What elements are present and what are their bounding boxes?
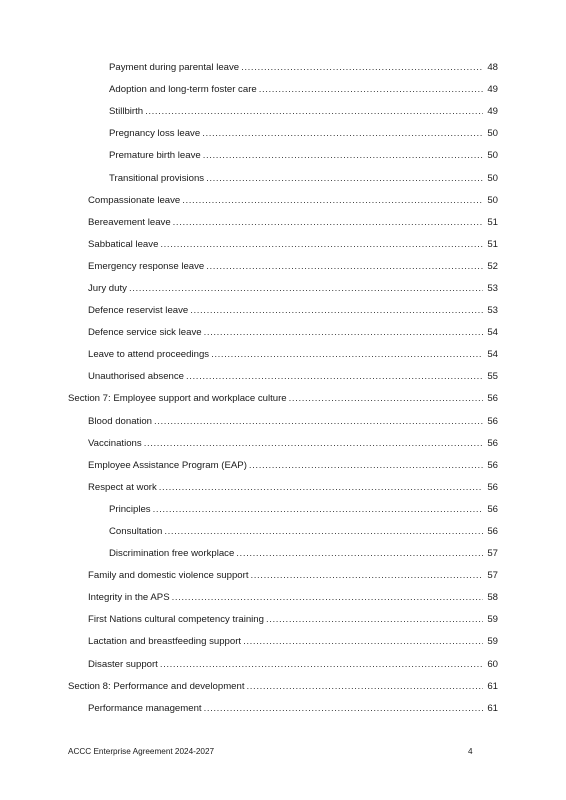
table-of-contents [0,57,566,720]
toc-dot-leader [266,614,483,626]
toc-entry[interactable] [0,278,566,300]
toc-entry-page-number: 56 [487,503,498,515]
toc-entry-page-number: 51 [487,238,498,250]
toc-entry-title: Section 8: Performance and development [68,680,245,692]
toc-dot-leader [241,62,483,74]
toc-entry-page-number: 61 [487,680,498,692]
toc-dot-leader [182,195,483,207]
toc-entry-title: Employee Assistance Program (EAP) [88,459,247,471]
toc-entry-title: Defence service sick leave [88,327,202,339]
toc-entry[interactable] [0,234,566,256]
toc-entry-page-number: 56 [487,459,498,471]
toc-entry[interactable] [0,101,566,123]
toc-entry[interactable] [0,366,566,388]
toc-entry-page-number: 54 [487,349,498,361]
toc-dot-leader [159,482,483,494]
toc-entry-page-number: 59 [487,614,498,626]
toc-entry-title: Leave to attend proceedings [88,349,210,361]
toc-entry-page-number: 56 [487,481,498,493]
toc-entry[interactable] [0,190,566,212]
toc-entry-title: Adoption and long-term foster care [109,84,257,96]
toc-dot-leader [202,128,483,140]
toc-entry-title: Bereavement leave [88,216,171,228]
toc-entry-page-number: 59 [487,636,498,648]
footer-document-title: ACCC Enterprise Agreement 2024-2027 [68,747,215,756]
toc-dot-leader [154,416,483,428]
toc-entry-page-number: 49 [487,106,498,118]
toc-entry-page-number: 57 [487,570,498,582]
toc-entry-page-number: 48 [487,62,498,74]
toc-dot-leader [243,636,483,648]
toc-entry[interactable] [0,698,566,720]
toc-entry[interactable] [0,676,566,698]
toc-entry-page-number: 53 [487,305,498,317]
toc-dot-leader [206,173,483,185]
toc-entry-title: Pregnancy loss leave [109,128,201,140]
toc-entry[interactable] [0,609,566,631]
toc-entry-title: Stillbirth [109,106,144,118]
toc-entry-title: Transitional provisions [109,172,205,184]
toc-entry-page-number: 56 [487,393,498,405]
toc-entry-title: Defence reservist leave [88,305,189,317]
toc-entry-page-number: 51 [487,216,498,228]
toc-entry[interactable] [0,212,566,234]
toc-entry-title: Discrimination free workplace [109,548,235,560]
toc-entry-page-number: 53 [487,282,498,294]
toc-dot-leader [249,460,483,472]
toc-entry-page-number: 56 [487,415,498,427]
toc-entry-title: Premature birth leave [109,150,201,162]
toc-dot-leader [160,659,483,671]
toc-dot-leader [204,327,483,339]
footer-page-number: 4 [468,747,473,756]
toc-entry-page-number: 55 [487,371,498,383]
toc-entry-title: Integrity in the APS [88,592,170,604]
toc-dot-leader [186,371,483,383]
toc-dot-leader [145,106,483,118]
toc-dot-leader [164,526,483,538]
toc-entry[interactable] [0,499,566,521]
toc-entry[interactable] [0,477,566,499]
toc-entry-title: Respect at work [88,481,157,493]
toc-entry[interactable] [0,344,566,366]
toc-entry-title: Section 7: Employee support and workplace culture [68,393,287,405]
toc-entry-title: Blood donation [88,415,153,427]
toc-entry-title: Emergency response leave [88,260,205,272]
toc-entry-page-number: 57 [487,548,498,560]
toc-dot-leader [160,239,483,251]
toc-entry-page-number: 56 [487,526,498,538]
toc-entry-page-number: 49 [487,84,498,96]
toc-entry[interactable] [0,411,566,433]
toc-entry[interactable] [0,167,566,189]
toc-entry-title: Vaccinations [88,437,142,449]
toc-dot-leader [211,349,483,361]
toc-entry-title: Principles [109,503,151,515]
toc-entry-title: Consultation [109,526,163,538]
toc-dot-leader [173,217,483,229]
toc-entry-page-number: 50 [487,194,498,206]
toc-entry-title: Performance management [88,702,202,714]
toc-entry[interactable] [0,388,566,410]
toc-entry[interactable] [0,300,566,322]
toc-entry[interactable] [0,145,566,167]
toc-entry[interactable] [0,322,566,344]
toc-entry[interactable] [0,433,566,455]
toc-entry-page-number: 50 [487,150,498,162]
toc-entry-page-number: 52 [487,260,498,272]
toc-entry-title: Disaster support [88,658,158,670]
toc-entry-title: Payment during parental leave [109,62,240,74]
toc-entry[interactable] [0,455,566,477]
toc-entry-title: Lactation and breastfeeding support [88,636,242,648]
toc-dot-leader [236,548,483,560]
toc-entry[interactable] [0,57,566,79]
toc-entry-title: Jury duty [88,282,127,294]
toc-dot-leader [190,305,483,317]
toc-entry-title: Sabbatical leave [88,238,159,250]
toc-dot-leader [206,261,483,273]
toc-dot-leader [289,393,483,405]
toc-entry[interactable] [0,631,566,653]
toc-entry-title: Unauthorised absence [88,371,185,383]
toc-dot-leader [251,570,483,582]
toc-entry[interactable] [0,543,566,565]
toc-entry[interactable] [0,79,566,101]
toc-entry-title: Family and domestic violence support [88,570,249,582]
toc-dot-leader [144,438,483,450]
toc-entry-page-number: 60 [487,658,498,670]
toc-dot-leader [204,703,483,715]
toc-entry[interactable] [0,654,566,676]
toc-entry-title: First Nations cultural competency training [88,614,264,626]
toc-dot-leader [247,681,483,693]
toc-dot-leader [203,150,483,162]
toc-entry-page-number: 61 [487,702,498,714]
toc-entry[interactable] [0,521,566,543]
toc-entry-page-number: 54 [487,327,498,339]
toc-entry-page-number: 50 [487,128,498,140]
toc-entry-page-number: 58 [487,592,498,604]
toc-dot-leader [153,504,483,516]
toc-entry[interactable] [0,123,566,145]
toc-entry[interactable] [0,256,566,278]
toc-entry-page-number: 56 [487,437,498,449]
toc-entry[interactable] [0,587,566,609]
toc-entry[interactable] [0,565,566,587]
toc-dot-leader [172,592,483,604]
toc-entry-title: Compassionate leave [88,194,181,206]
toc-dot-leader [259,84,483,96]
toc-dot-leader [129,283,483,295]
toc-entry-page-number: 50 [487,172,498,184]
